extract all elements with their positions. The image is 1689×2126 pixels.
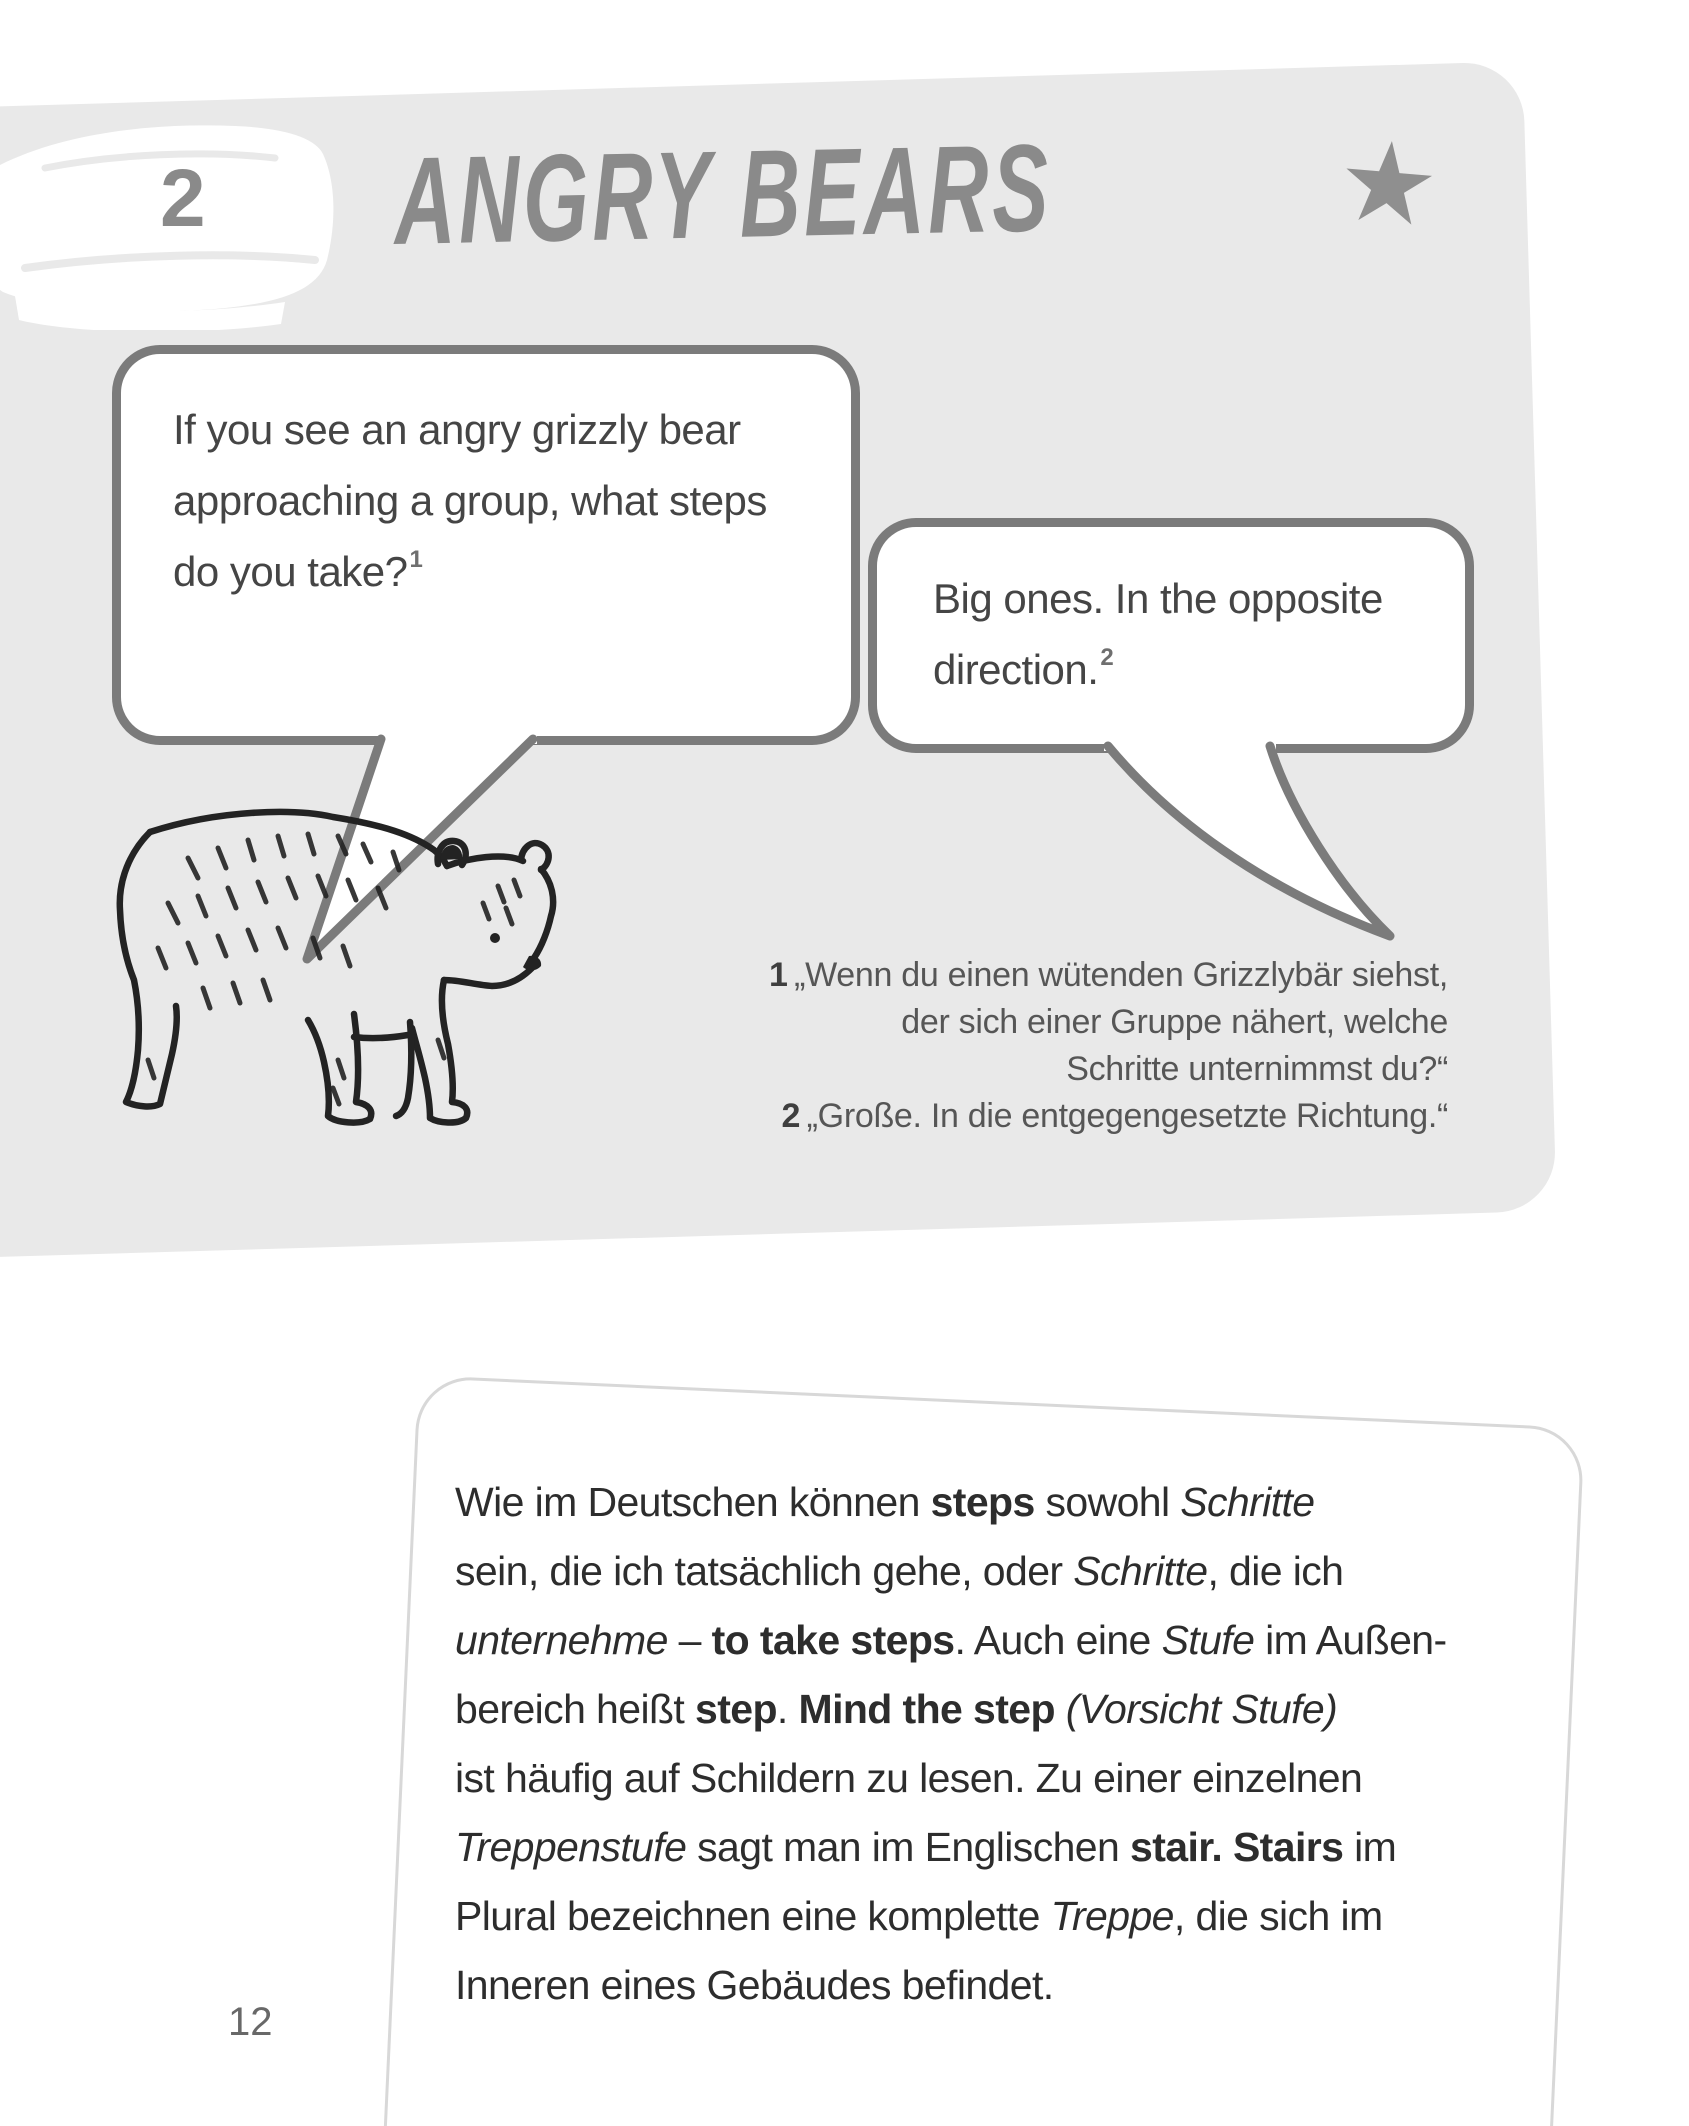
question-speech-bubble [112,345,860,745]
bear-nose [523,956,541,970]
bear-illustration [108,808,568,1138]
page-number: 12 [228,2000,273,2044]
answer-bubble-tail [1078,740,1423,955]
chapter-number: 2 [160,153,206,244]
question-text: If you see an angry grizzly bear approaching a group, what steps do you take?$^1$ [173,406,767,595]
answer-text: Big ones. In the opposite direction.$^2$ [933,575,1383,693]
chapter-title: ANGRY BEARS [392,119,1054,271]
answer-speech-bubble [868,518,1474,753]
footnote-translations: 1 „Wenn du einen wütenden Grizzlybär siehst, der sich einer Gruppe nähert, welche Schritte unternimmst du?“ 2 „Große. In die entgegengesetzte Richtung.“ [768,956,1448,1135]
star-icon: ★ [1332,116,1444,251]
bear-eye [490,933,500,943]
explanation-paragraph: Wie im Deutschen können steps sowohl Schritte sein, die ich tatsächlich gehe, oder Schritte, die ich unternehme – to take steps. Auch eine Stufe im Außen- bereich heißt step. Mind the step (Vorsicht Stufe) ist häufig auf Schildern zu lesen. Zu einer einzelnen Treppenstufe sagt man im Englischen stair. Stairs im Plural bezeichnen eine komplette Treppe, die sich im Inneren eines Gebäudes befindet. [455,1479,1447,2008]
